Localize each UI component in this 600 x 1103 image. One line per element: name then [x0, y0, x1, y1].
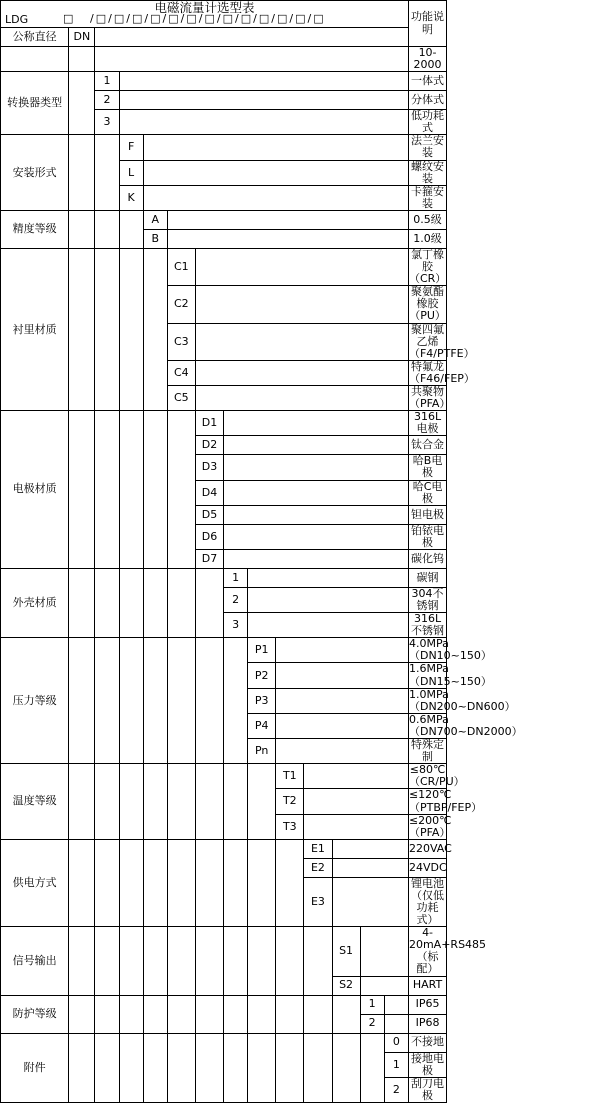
desc-install-f: 法兰安装 [408, 135, 446, 160]
desc-electrode-d6: 铂铱电极 [408, 524, 446, 549]
table-row [1, 135, 600, 160]
code-shell-1: 1 [224, 568, 248, 587]
desc-converter-3: 低功耗式 [408, 110, 446, 135]
code-temp-t3: T3 [276, 814, 304, 839]
model-slash-group: / □ [162, 12, 179, 25]
code-dn: DN [69, 28, 95, 47]
row-label-electrode-material: 电极材质 [1, 411, 69, 569]
row-label-pressure-rating: 压力等级 [1, 638, 69, 764]
row-label-temperature-rating: 温度等级 [1, 764, 69, 840]
desc-shell-2: 304不锈钢 [408, 587, 446, 612]
code-power-e2: E2 [304, 858, 332, 877]
desc-power-e2: 24VDC [408, 858, 446, 877]
code-electrode-d1: D1 [195, 411, 223, 436]
desc-pressure-pn: 特殊定制 [408, 739, 446, 764]
desc-electrode-d7: 碳化钨 [408, 549, 446, 568]
model-slash-group: / □ [289, 12, 306, 25]
desc-header: 功能说明 [408, 1, 446, 47]
desc-install-l: 螺纹安装 [408, 160, 446, 185]
code-power-e3: E3 [304, 877, 332, 926]
code-power-e1: E1 [304, 839, 332, 858]
model-slash-group: / □ [126, 12, 143, 25]
code-electrode-d2: D2 [195, 436, 223, 455]
desc-accuracy-a: 0.5级 [408, 210, 446, 229]
row-label-accessory: 附件 [1, 1033, 69, 1102]
code-liner-c5: C5 [167, 385, 195, 410]
desc-electrode-d4: 哈C电极 [408, 480, 446, 505]
table-title: 电磁流量计选型表 [154, 0, 255, 15]
code-accessory-1: 1 [384, 1052, 408, 1077]
code-converter-3: 3 [95, 110, 119, 135]
code-install-l: L [119, 160, 143, 185]
desc-temp-t2: ≤120℃（PTBP/FEP） [408, 788, 483, 814]
desc-signal-s2: HART [408, 976, 446, 995]
header-row [1, 1, 600, 28]
code-accessory-2: 2 [384, 1077, 408, 1102]
code-accuracy-a: A [143, 210, 167, 229]
code-electrode-d5: D5 [195, 505, 223, 524]
table-row [1, 47, 600, 72]
row-label-liner-material: 衬里材质 [1, 248, 69, 410]
desc-power-e3: 锂电池（仅低功耗式） [408, 877, 446, 926]
desc-electrode-d3: 哈B电极 [408, 455, 446, 480]
code-shell-3: 3 [224, 613, 248, 638]
desc-pressure-p2: 1.6MPa（DN15~150） [408, 662, 492, 688]
code-accessory-0: 0 [384, 1033, 408, 1052]
model-square: □ [63, 12, 74, 25]
code-electrode-d4: D4 [195, 480, 223, 505]
desc-temp-t3: ≤200℃（PFA） [408, 813, 452, 839]
desc-converter-1: 一体式 [408, 72, 446, 91]
desc-pressure-p1: 4.0MPa（DN10~150） [408, 637, 492, 663]
model-slash-group: / □ [144, 12, 161, 25]
desc-install-k: 卡箍安装 [408, 185, 446, 210]
desc-protection-2: IP68 [408, 1014, 446, 1033]
desc-accessory-2: 刮刀电极 [408, 1077, 446, 1102]
row-label-install-type: 安装形式 [1, 135, 69, 211]
model-slash-group: / □ [235, 12, 252, 25]
code-signal-s2: S2 [332, 976, 360, 995]
desc-accessory-1: 接地电极 [408, 1052, 446, 1077]
table-row [1, 248, 600, 285]
code-liner-c1: C1 [167, 248, 195, 285]
row-label-signal-output: 信号输出 [1, 927, 69, 995]
desc-liner-c3: 聚四氟乙烯（F4/PTFE） [408, 322, 475, 360]
desc-shell-3: 316L不锈钢 [408, 613, 446, 638]
code-converter-1: 1 [95, 72, 119, 91]
desc-liner-c1: 氯丁橡胶（CR） [408, 247, 447, 286]
code-shell-2: 2 [224, 587, 248, 612]
code-protection-2: 2 [360, 1014, 384, 1033]
code-pressure-p4: P4 [248, 713, 276, 738]
desc-pressure-p3: 1.0MPa（DN200~DN600） [408, 687, 516, 713]
model-slash-group: / □ [307, 12, 324, 25]
desc-electrode-d2: 钛合金 [408, 436, 446, 455]
model-slash-group: / □ [198, 12, 215, 25]
table-row [1, 210, 600, 229]
table-row [1, 927, 600, 976]
table-row [1, 1033, 600, 1052]
code-converter-2: 2 [95, 91, 119, 110]
desc-temp-t1: ≤80℃（CR/PU） [408, 763, 465, 789]
table-row [1, 839, 600, 858]
desc-pressure-p4: 0.6MPa（DN700~DN2000） [408, 712, 523, 738]
code-temp-t1: T1 [276, 764, 304, 789]
desc-accuracy-b: 1.0级 [408, 229, 446, 248]
code-pressure-p1: P1 [248, 638, 276, 663]
code-accuracy-b: B [143, 229, 167, 248]
desc-power-e1: 220VAC [408, 839, 446, 858]
desc-shell-1: 碳钢 [408, 568, 446, 587]
row-label-power-supply: 供电方式 [1, 839, 69, 926]
table-row [1, 995, 600, 1014]
desc-accessory-0: 不接地 [408, 1033, 446, 1052]
code-install-k: K [119, 185, 143, 210]
table-row [1, 72, 600, 91]
desc-electrode-d1: 316L电极 [408, 411, 446, 436]
desc-liner-c4: 特氟龙（F46/FEP） [408, 359, 475, 385]
row-label-protection-rating: 防护等级 [1, 995, 69, 1033]
row-label-accuracy: 精度等级 [1, 210, 69, 248]
model-slash-group: / □ [180, 12, 197, 25]
table-row [1, 638, 600, 663]
code-electrode-d3: D3 [195, 455, 223, 480]
code-temp-t2: T2 [276, 789, 304, 814]
code-pressure-pn: Pn [248, 739, 276, 764]
model-slash-group: / □ [90, 12, 107, 25]
desc-nominal-diameter: 10-2000 [408, 47, 446, 72]
table-row [1, 568, 600, 587]
code-liner-c3: C3 [167, 323, 195, 360]
code-electrode-d7: D7 [195, 549, 223, 568]
desc-protection-1: IP65 [408, 995, 446, 1014]
code-pressure-p3: P3 [248, 688, 276, 713]
desc-signal-s1: 4-20mA+RS485（标配） [408, 926, 487, 976]
model-prefix: LDG [5, 13, 29, 26]
code-signal-s1: S1 [332, 927, 360, 976]
code-pressure-p2: P2 [248, 663, 276, 688]
code-liner-c4: C4 [167, 360, 195, 385]
model-slash-group: / □ [253, 12, 270, 25]
row-label-nominal-diameter: 公称直径 [1, 28, 69, 47]
desc-liner-c5: 共聚物（PFA） [408, 384, 451, 411]
desc-converter-2: 分体式 [408, 91, 446, 110]
desc-electrode-d5: 钽电极 [408, 505, 446, 524]
row-label-shell-material: 外壳材质 [1, 568, 69, 637]
code-liner-c2: C2 [167, 286, 195, 323]
desc-liner-c2: 聚氨酯橡胶（PU） [409, 285, 446, 323]
code-electrode-d6: D6 [195, 524, 223, 549]
row-label-converter-type: 转换器类型 [1, 72, 69, 135]
table-row [1, 411, 600, 436]
table-row [1, 764, 600, 789]
code-protection-1: 1 [360, 995, 384, 1014]
model-slash-group: / □ [108, 12, 125, 25]
code-install-f: F [119, 135, 143, 160]
model-slash-group: / □ [271, 12, 288, 25]
model-slash-groups [89, 13, 325, 25]
model-slash-group: / □ [216, 12, 233, 25]
table-row [1, 28, 600, 47]
